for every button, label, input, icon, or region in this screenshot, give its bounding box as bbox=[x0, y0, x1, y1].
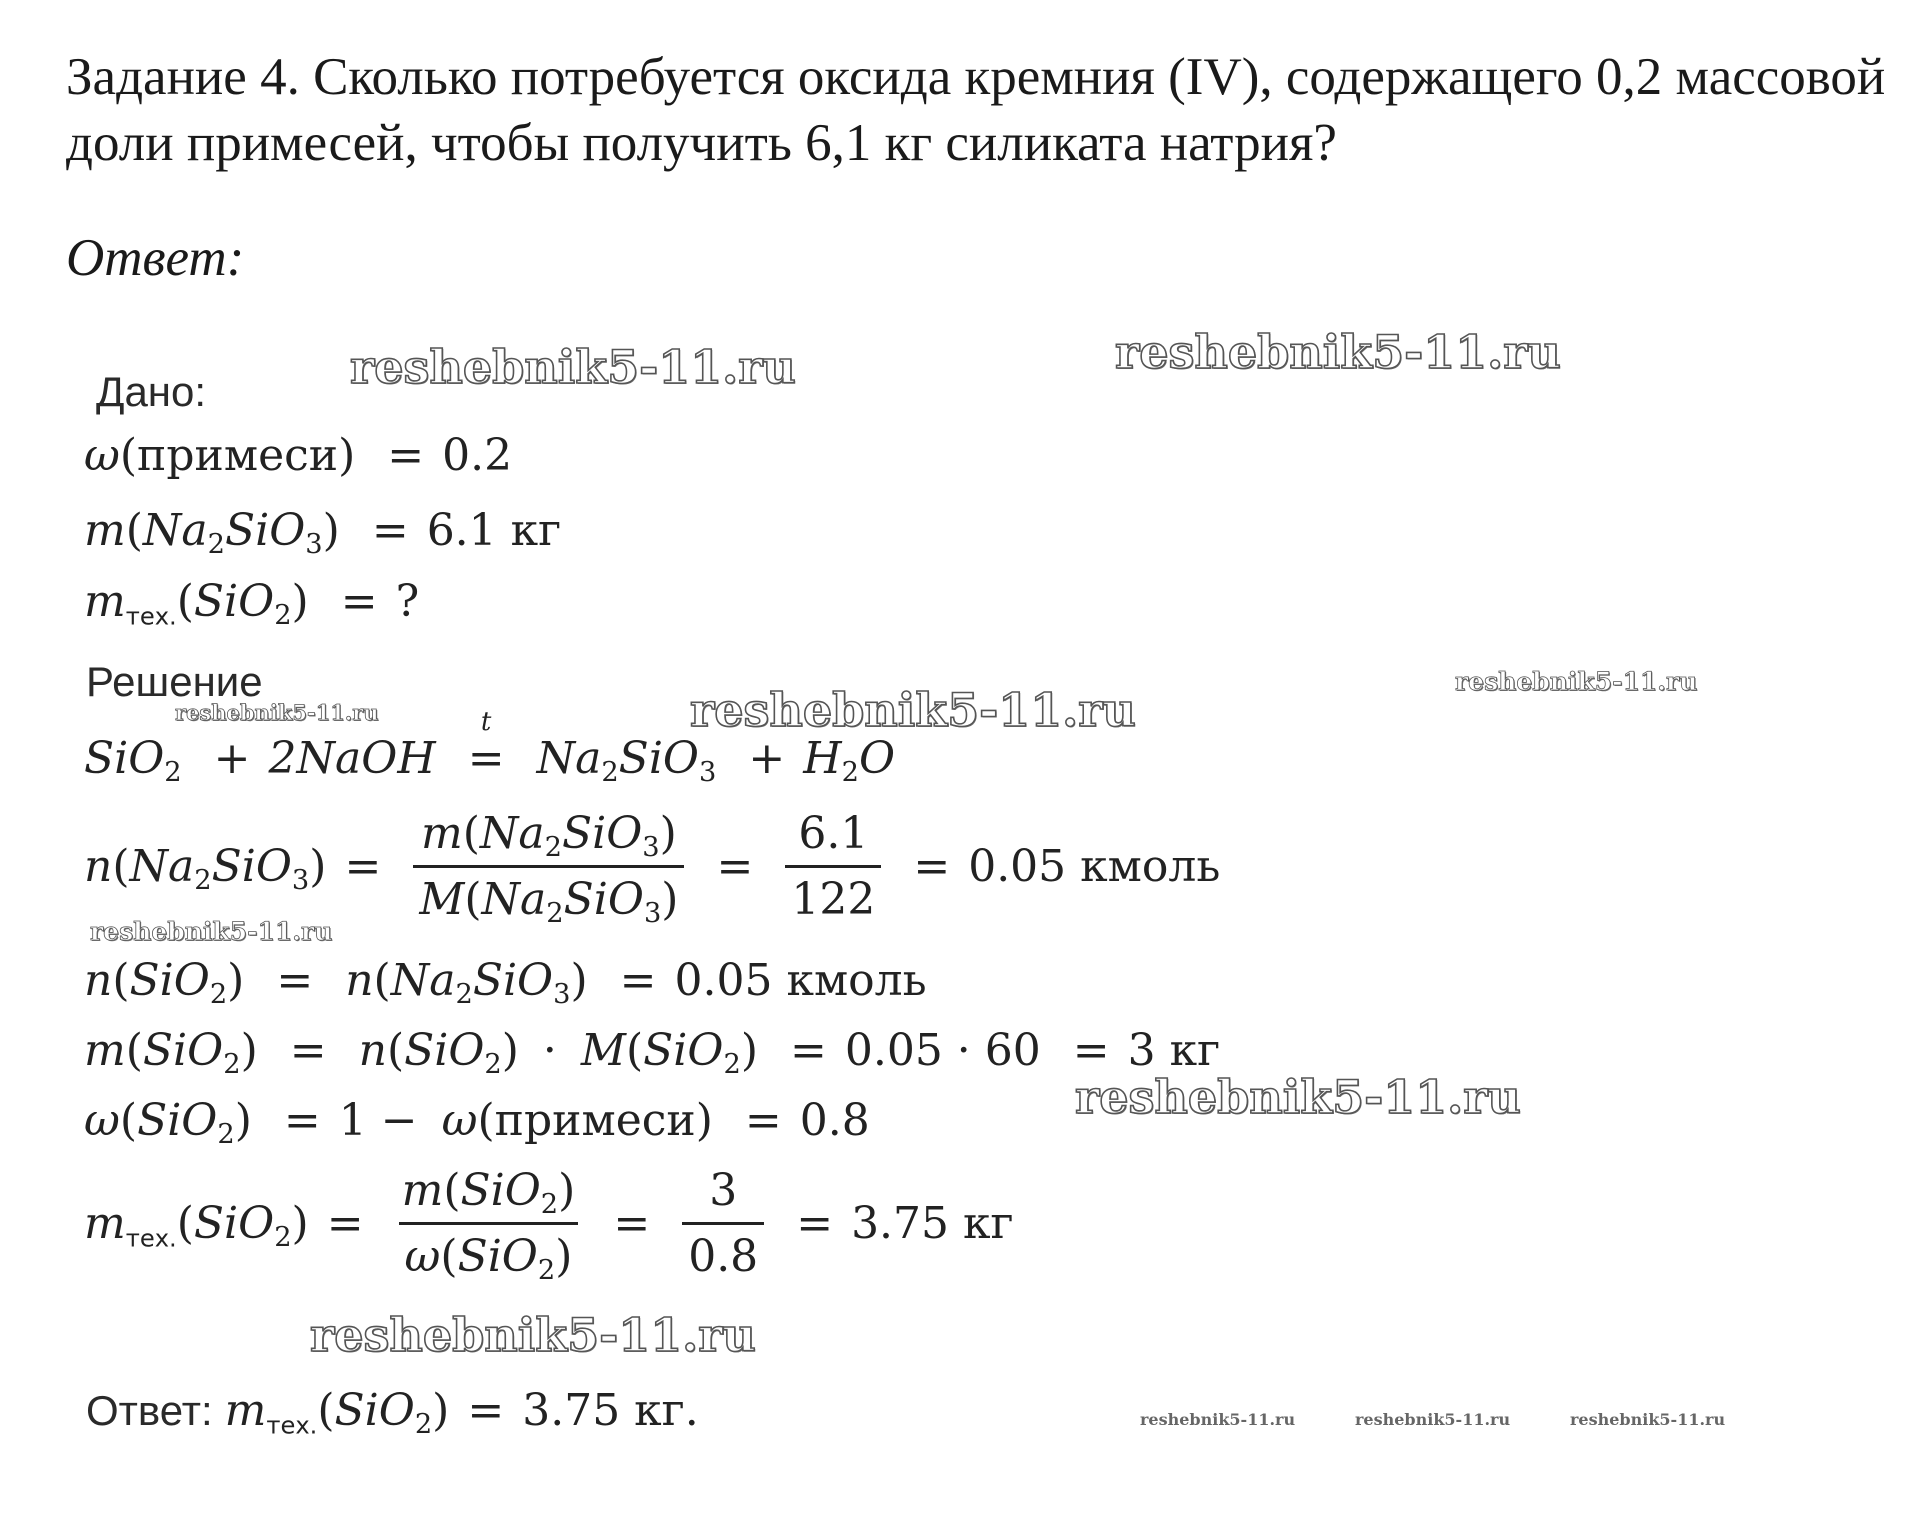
mass-sio2-line: m(SiO$_2$) = n(SiO$_2$) · M(SiO$_2$) = 0.05 · 60 = 3 кг bbox=[84, 1025, 1221, 1081]
watermark: reshebnik5-11.ru bbox=[1455, 667, 1698, 696]
answer-heading: Ответ: bbox=[66, 229, 245, 287]
solution-label: Решение bbox=[86, 658, 263, 705]
watermark: reshebnik5-11.ru bbox=[350, 340, 796, 394]
watermark: reshebnik5-11.ru bbox=[175, 700, 379, 725]
watermark: reshebnik5-11.ru bbox=[690, 683, 1136, 737]
given-unknown-line: mтех.(SiO$_2$) = ? bbox=[84, 576, 420, 632]
watermark: reshebnik5-11.ru bbox=[1355, 1410, 1511, 1429]
given-mass-line: $m(Na_2SiO_3) = 6.1$ кг bbox=[84, 505, 562, 561]
watermark: reshebnik5-11.ru bbox=[1570, 1410, 1726, 1429]
fraction-mass-over-molar: $\frac{m(Na_2SiO_3)}{M(Na_2SiO_3)}$ bbox=[413, 808, 684, 925]
tech-mass-line: mтех.(SiO$_2$) = $\frac{m(SiO_2)}{\omega(SiO_2)}$ = $\frac{3}{0.8}$ = 3.75 кг bbox=[84, 1165, 1014, 1287]
watermark: reshebnik5-11.ru bbox=[310, 1308, 756, 1362]
final-answer: Ответ: mтех.(SiO$_2$) = 3.75 кг. bbox=[86, 1385, 699, 1441]
reaction-equation: SiO$_2$ + 2NaOH = t $Na_2SiO_3 + H_2O$ bbox=[84, 707, 896, 789]
fraction-mass-over-omega: $\frac{m(SiO_2)}{\omega(SiO_2)}$ bbox=[396, 1165, 582, 1282]
given-impurity-line: ω(примеси) = 0.2 bbox=[84, 430, 513, 481]
moles-sio2-line: $n(SiO_2) = n(Na_2SiO_3) = 0.05$ кмоль bbox=[84, 955, 927, 1011]
watermark: reshebnik5-11.ru bbox=[1075, 1070, 1521, 1124]
moles-na2sio3-line: $n(Na_2SiO_3)$ = $\frac{m(Na_2SiO_3)}{M(Na_2SiO_3)}$ = $\frac{6.1}{122}$ = 0.05 кмоль bbox=[84, 808, 1221, 930]
watermark: reshebnik5-11.ru bbox=[90, 917, 333, 946]
fraction-values: $\frac{6.1}{122}$ bbox=[785, 808, 881, 925]
fraction-values-2: $\frac{3}{0.8}$ bbox=[682, 1165, 764, 1282]
task-statement: Задание 4. Сколько потребуется оксида кремния (IV), содержащего 0,2 массовой доли примесей, чтобы получить 6,1 кг силиката натрия? bbox=[66, 48, 1886, 172]
watermark: reshebnik5-11.ru bbox=[1140, 1410, 1296, 1429]
given-label: Дано: bbox=[96, 368, 207, 415]
watermark: reshebnik5-11.ru bbox=[1115, 325, 1561, 379]
omega-sio2-line: ω(SiO$_2$) = 1 − ω(примеси) = 0.8 bbox=[84, 1095, 870, 1151]
